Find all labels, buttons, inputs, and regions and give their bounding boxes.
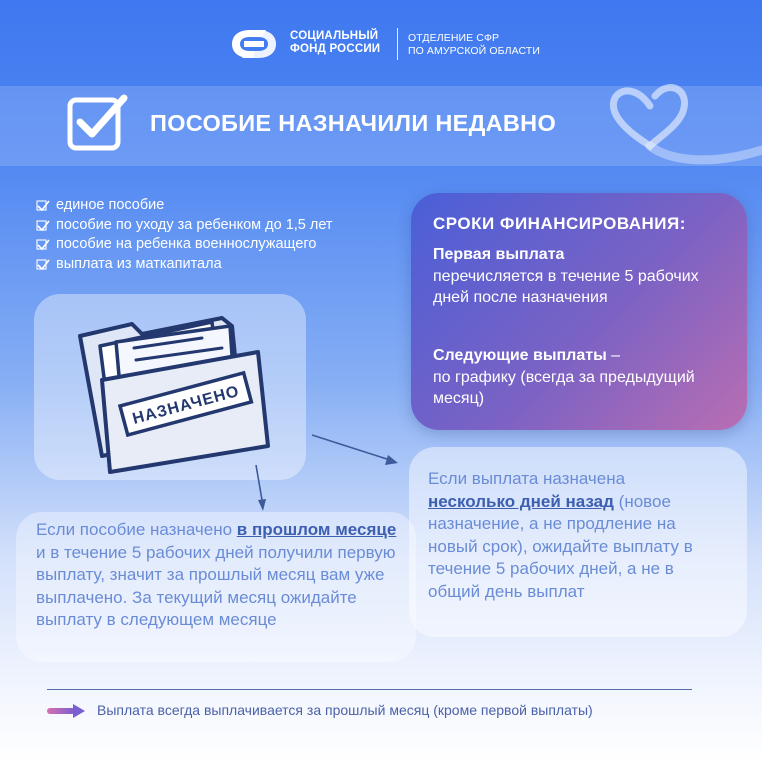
check-icon <box>36 199 51 212</box>
past-month-part2: и в течение 5 рабочих дней получили первую выплату, значит за прошлый месяц вам уже выплачено. За текущий месяц ожидайте выплату в следующем месяце <box>36 542 396 629</box>
branch-name <box>408 32 540 58</box>
recent-part1: Если выплата назначена <box>428 469 626 488</box>
benefit-label: выплата из маткапитала <box>56 255 222 272</box>
check-icon <box>36 258 51 271</box>
org-name-line1: СОЦИАЛЬНЫЙ <box>290 30 379 42</box>
footer-note: Выплата всегда выплачивается за прошлый месяц (кроме первой выплаты) <box>97 702 593 718</box>
funding-title: СРОКИ ФИНАНСИРОВАНИЯ: <box>433 214 686 233</box>
benefit-label: пособие на ребенка военнослужащего <box>56 236 317 252</box>
checkbox-checked-icon <box>66 94 130 152</box>
org-name <box>290 30 380 56</box>
page-title: ПОСОБИЕ НАЗНАЧИЛИ НЕДАВНО <box>150 110 557 136</box>
list-item <box>36 216 333 236</box>
past-month-text <box>36 519 408 632</box>
footer-divider <box>47 689 692 690</box>
list-item <box>36 255 333 275</box>
header-divider <box>397 28 398 60</box>
benefit-label: единое пособие <box>56 197 165 213</box>
check-icon <box>36 219 51 232</box>
recent-assignment-text <box>428 468 728 603</box>
next-payments-text <box>433 345 733 410</box>
recent-part2: (новое назначение, а не продление на новый срок), ожидайте выплату в течение 5 рабочих дней, а не в общий день выплат <box>428 491 693 601</box>
check-icon <box>36 238 51 251</box>
org-name-line2: ФОНД РОССИИ <box>290 43 381 55</box>
branch-line2: ПО АМУРСКОЙ ОБЛАСТИ <box>408 45 540 57</box>
list-item <box>36 235 333 255</box>
next-payments-desc: по графику (всегда за предыдущий месяц) <box>433 368 695 407</box>
recent-highlight: несколько дней назад <box>428 491 614 511</box>
first-payment-label: Первая выплата <box>433 246 565 263</box>
heart-ribbon-icon <box>600 66 762 190</box>
past-month-part1: Если пособие назначено <box>36 520 237 539</box>
first-payment-desc: перечисляется в течение 5 рабочих дней после назначения <box>433 267 699 306</box>
next-payments-label: Следующие выплаты <box>433 347 607 364</box>
benefit-label: пособие по уходу за ребенком до 1,5 лет <box>56 216 333 233</box>
folder-stamp: НАЗНАЧЕНО <box>130 382 242 428</box>
sfr-logo-icon <box>228 24 280 64</box>
next-payments-dash: – <box>606 347 621 364</box>
first-payment-text <box>433 244 733 309</box>
benefits-list <box>36 196 333 274</box>
folder-documents-icon <box>72 306 272 476</box>
arrow-right-icon <box>47 704 85 718</box>
past-month-highlight: в прошлом месяце <box>236 520 397 539</box>
list-item <box>36 196 333 216</box>
branch-line1: ОТДЕЛЕНИЕ СФР <box>408 32 500 44</box>
